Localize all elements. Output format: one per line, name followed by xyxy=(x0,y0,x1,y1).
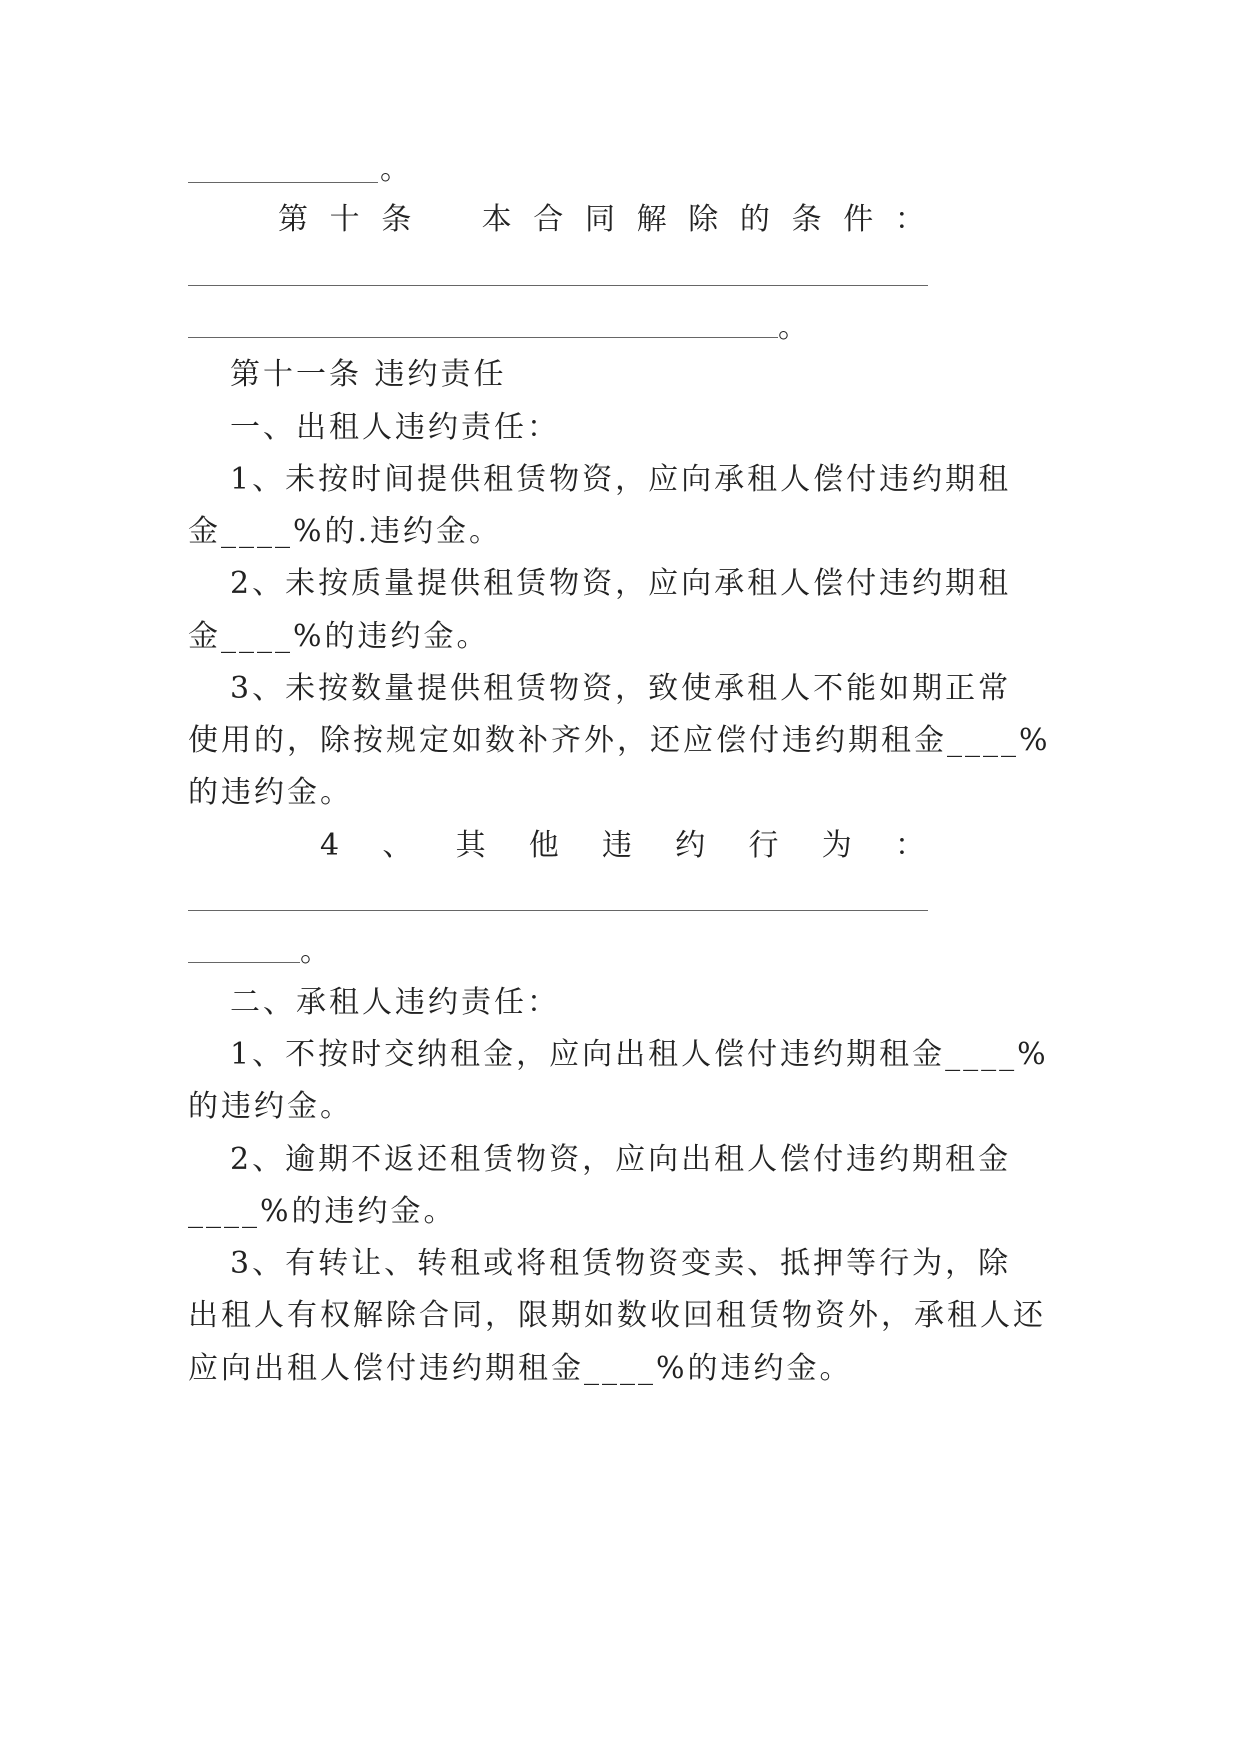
lessee-liability-title: 二、承租人违约责任： xyxy=(230,985,560,1020)
heading-char: 第 xyxy=(278,202,311,237)
lessee-clause-1: 1、不按时交纳租金，应向出租人偿付违约期租金____% xyxy=(230,1037,1049,1072)
heading-char: 的 xyxy=(739,202,773,237)
lessor-clause-2-cont: 金____%的违约金。 xyxy=(188,619,490,654)
period: 。 xyxy=(380,152,410,187)
period: 。 xyxy=(778,310,808,345)
heading-char: 件 xyxy=(843,202,877,237)
blank-line xyxy=(188,910,928,911)
blank-line xyxy=(188,962,300,963)
heading-char: 解 xyxy=(636,202,670,237)
heading-char: ： xyxy=(894,202,928,237)
clause-char: 为 xyxy=(821,828,855,863)
lessor-clause-3-cont: 使用的，除按规定如数补齐外，还应偿付违约期租金____% xyxy=(188,723,1051,758)
lessor-clause-1-cont: 金____%的.违约金。 xyxy=(188,514,503,549)
lessor-clause-3: 3、未按数量提供租赁物资，致使承租人不能如期正常 xyxy=(230,671,1012,706)
clause-char: 他 xyxy=(528,828,562,863)
clause-char: 其 xyxy=(455,828,489,863)
lessee-clause-2-cont: ____%的违约金。 xyxy=(188,1194,457,1229)
blank-line xyxy=(188,285,928,286)
period: 。 xyxy=(300,934,330,969)
lessor-clause-3-end: 的违约金。 xyxy=(188,775,353,810)
lessee-clause-3-end: 应向出租人偿付违约期租金____%的违约金。 xyxy=(188,1351,853,1386)
clause-char: 约 xyxy=(675,828,709,863)
blank-line xyxy=(188,182,378,183)
clause-char: 行 xyxy=(748,828,782,863)
heading-char: 条 xyxy=(381,202,415,237)
clause-char: 、 xyxy=(382,828,416,863)
heading-char: 除 xyxy=(688,202,722,237)
clause-char: 4 xyxy=(320,828,343,863)
article-10-heading xyxy=(278,200,928,240)
blank-line xyxy=(188,337,778,338)
lessor-clause-1: 1、未按时间提供租赁物资，应向承租人偿付违约期租 xyxy=(230,462,1012,497)
lessee-clause-1-cont: 的违约金。 xyxy=(188,1089,353,1124)
heading-char xyxy=(433,200,463,240)
lessor-clause-4-heading xyxy=(320,826,928,866)
heading-char: 同 xyxy=(584,202,618,237)
clause-char: 违 xyxy=(602,828,636,863)
article-11-title: 第十一条 违约责任 xyxy=(230,357,507,392)
heading-char: 十 xyxy=(329,202,363,237)
heading-char: 本 xyxy=(481,202,515,237)
lessee-clause-3-cont: 出租人有权解除合同，限期如数收回租赁物资外，承租人还 xyxy=(188,1298,1046,1333)
lessee-clause-3: 3、有转让、转租或将租赁物资变卖、抵押等行为，除 xyxy=(230,1246,1012,1281)
lessor-liability-title: 一、出租人违约责任： xyxy=(230,410,560,445)
lessee-clause-2: 2、逾期不返还租赁物资，应向出租人偿付违约期租金 xyxy=(230,1142,1012,1177)
clause-char: ： xyxy=(894,828,928,863)
heading-char: 合 xyxy=(533,202,567,237)
lessor-clause-2: 2、未按质量提供租赁物资，应向承租人偿付违约期租 xyxy=(230,566,1012,601)
heading-char: 条 xyxy=(791,202,825,237)
